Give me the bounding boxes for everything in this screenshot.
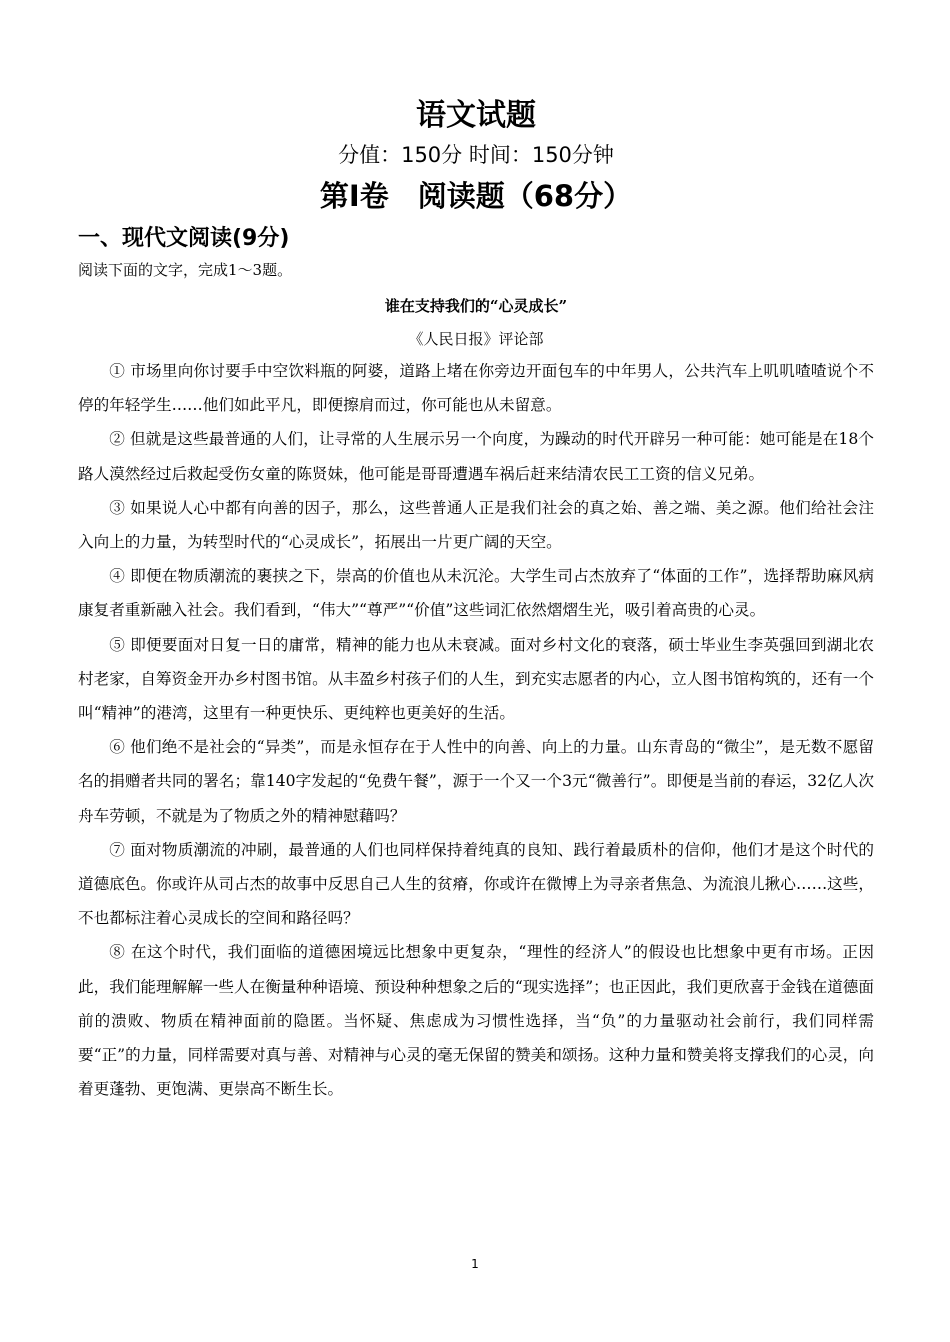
section-instruction: 阅读下面的文字，完成1～3题。	[78, 261, 293, 279]
exam-title: 语文试题	[416, 98, 536, 133]
paragraph-5: ⑤ 即便要面对日复一日的庸常，精神的能力也从未衰减。面对乡村文化的衰落，硕士毕业生李英强回到湖北农村老家，自筹资金开办乡村图书馆。从丰盈乡村孩子们的人生，到充实志愿者的内心，立人图书馆构筑的，还有一个叫“精神”的港湾，这里有一种更快乐、更纯粹也更美好的生活。	[78, 635, 874, 723]
paragraph-4: ④ 即便在物质潮流的裹挟之下，崇高的价值也从未沉沦。大学生司占杰放弃了“体面的工作”，选择帮助麻风病康复者重新融入社会。我们看到，“伟大”“尊严”“价值”这些词汇依然熠熠生光，吸引着高贵的心灵。	[78, 567, 874, 620]
page-number: 1	[471, 1257, 479, 1271]
paragraph-6: ⑥ 他们绝不是社会的“异类”，而是永恒存在于人性中的向善、向上的力量。山东青岛的“微尘”，是无数不愿留名的捐赠者共同的署名；靠140字发起的“免费午餐”，源于一个又一个3元“微善行”。即便是当前的春运，32亿人次舟车劳顿，不就是为了物质之外的精神慰藉吗？	[78, 738, 874, 825]
paragraph-2: ② 但就是这些最普通的人们，让寻常的人生展示另一个向度，为躁动的时代开辟另一种可能：她可能是在18个路人漠然经过后救起受伤女童的陈贤妹，他可能是哥哥遭遇车祸后赶来结清农民工工资的信义兄弟。	[78, 430, 874, 483]
paragraph-7: ⑦ 面对物质潮流的冲刷，最普通的人们也同样保持着纯真的良知、践行着最质朴的信仰，他们才是这个时代的道德底色。你或许从司占杰的故事中反思自己人生的贫瘠，你或许在微博上为寻亲者焦急、为流浪儿揪心……这些，不也都标注着心灵成长的空间和路径吗？	[78, 840, 874, 928]
volume-heading: 第Ⅰ卷 阅读题（68分）	[319, 179, 633, 213]
paragraph-8: ⑧ 在这个时代，我们面临的道德困境远比想象中更复杂，“理性的经济人”的假设也比想象中更有市场。正因此，我们能理解解一些人在衡量种种语境、预设种种想象之后的“现实选择”；也正因此，我们更欣喜于金钱在道德面前的溃败、物质在精神面前的隐匿。当怀疑、焦虑成为习惯性选择，当“负”的力量驱动社会前行，我们同样需要“正”的力量，同样需要对真与善、对精神与心灵的毫无保留的赞美和颂扬。这种力量和赞美将支撑我们的心灵，向着更蓬勃、更饱满、更崇高不断生长。	[78, 943, 874, 1099]
article-body	[78, 354, 874, 1106]
exam-page	[78, 96, 874, 1106]
article-source: 《人民日报》评论部	[408, 330, 544, 348]
exam-score-time: 分值：150分 时间：150分钟	[338, 143, 614, 167]
paragraph-3: ③ 如果说人心中都有向善的因子，那么，这些普通人正是我们社会的真之始、善之端、美之源。他们给社会注入向上的力量，为转型时代的“心灵成长”，拓展出一片更广阔的天空。	[78, 498, 874, 552]
article-title: 谁在支持我们的“心灵成长”	[384, 297, 568, 315]
section-heading: 一、现代文阅读(9分)	[78, 226, 290, 251]
paragraph-1: ① 市场里向你讨要手中空饮料瓶的阿婆，道路上堵在你旁边开面包车的中年男人，公共汽车上叽叽喳喳说个不停的年轻学生……他们如此平凡，即便擦肩而过，你可能也从未留意。	[78, 362, 874, 415]
